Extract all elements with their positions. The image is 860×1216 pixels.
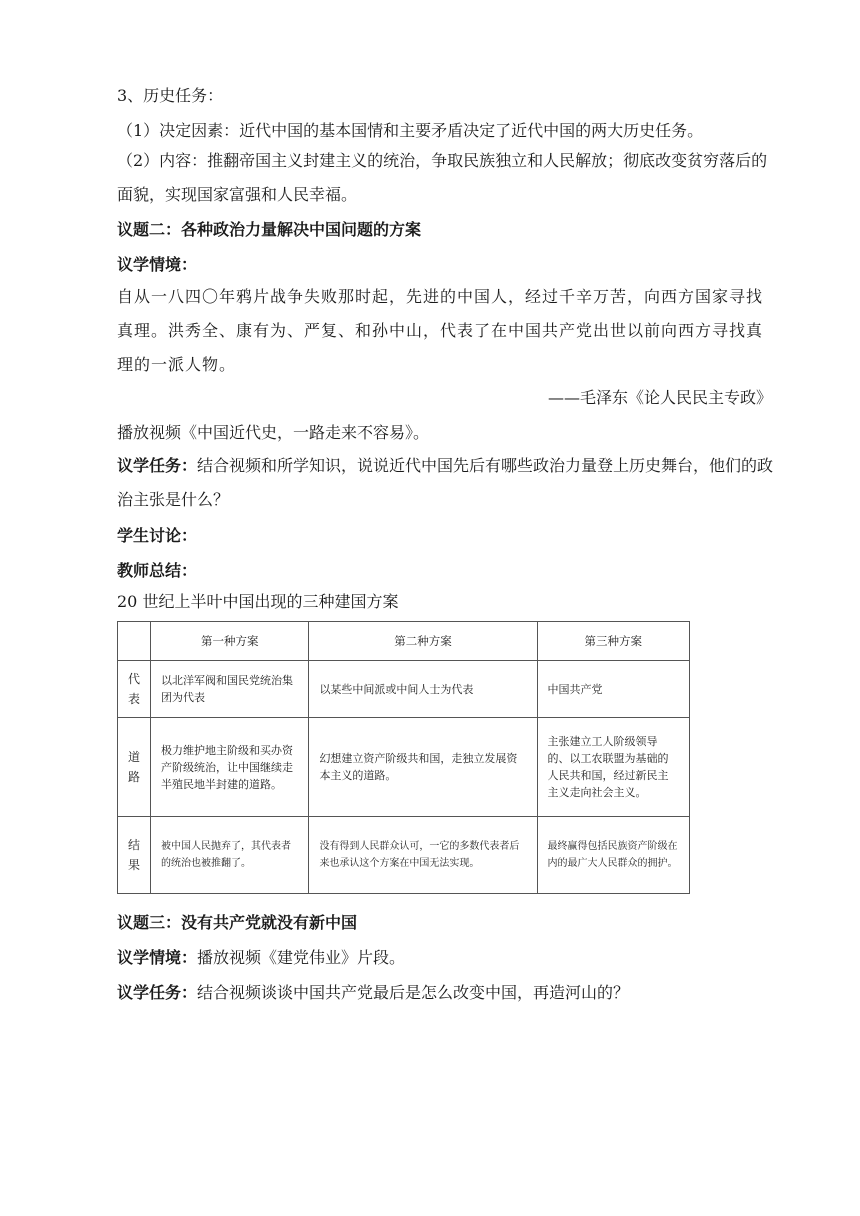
table-cell: 以北洋军阀和国民党统治集团为代表 xyxy=(151,661,309,718)
plans-table xyxy=(117,621,690,894)
topic3-task-text: 结合视频谈谈中国共产党最后是怎么改变中国，再造河山的？ xyxy=(197,983,630,1002)
table-row xyxy=(118,661,690,718)
section3-item1: （1）决定因素：近代中国的基本国情和主要矛盾决定了近代中国的两大历史任务。 xyxy=(117,121,704,140)
row-label-text: 道 路 xyxy=(128,750,141,784)
topic2-title: 议题二：各种政治力量解决中国问题的方案 xyxy=(117,220,422,239)
table-header-row xyxy=(118,622,690,661)
topic2-task-label: 议学任务： xyxy=(117,456,198,475)
table-cell: 极力维护地主阶级和买办资产阶级统治，让中国继续走半殖民地半封建的道路。 xyxy=(151,718,309,817)
table-cell: 最终赢得包括民族资产阶级在内的最广大人民群众的拥护。 xyxy=(537,817,689,894)
table-cell: 幻想建立资产阶级共和国，走独立发展资本主义的道路。 xyxy=(309,718,537,817)
video-line: 播放视频《中国近代史，一路走来不容易》。 xyxy=(117,423,430,442)
table-cell: 主张建立工人阶级领导的、以工农联盟为基础的人民共和国，经过新民主主义走向社会主义。 xyxy=(537,718,689,817)
topic3-title: 议题三：没有共产党就没有新中国 xyxy=(117,913,358,932)
topic2-situation-label: 议学情境： xyxy=(117,255,198,274)
header-plan-1: 第一种方案 xyxy=(151,622,309,661)
summary-label: 教师总结： xyxy=(117,561,198,580)
topic3-task-label: 议学任务： xyxy=(117,983,198,1002)
topic3-situation-label: 议学情境： xyxy=(117,948,198,967)
topic3-task xyxy=(117,983,629,1003)
table-cell: 中国共产党 xyxy=(537,661,689,718)
table-cell: 没有得到人民群众认可，一它的多数代表者后来也承认这个方案在中国无法实现。 xyxy=(309,817,537,894)
row-label-text: 代 表 xyxy=(128,672,141,706)
table-row xyxy=(118,817,690,894)
topic2-quote: 自从一八四〇年鸦片战争失败那时起，先进的中国人，经过千辛万苦，向西方国家寻找真理。洪秀全、康有为、严复、和孙中山，代表了在中国共产党出世以前向西方寻找真理的一派人物。 xyxy=(117,287,764,374)
topic3-situation-text: 播放视频《建党伟业》片段。 xyxy=(197,948,406,967)
discussion-label: 学生讨论： xyxy=(117,526,198,545)
topic3-situation xyxy=(117,948,405,968)
table-cell: 以某些中间派或中间人士为代表 xyxy=(309,661,537,718)
table-caption: 20 世纪上半叶中国出现的三种建国方案 xyxy=(117,592,399,611)
header-corner xyxy=(118,622,151,661)
table-row xyxy=(118,718,690,817)
quote-source: ——毛泽东《论人民民主专政》 xyxy=(547,388,772,407)
row-label-result xyxy=(118,817,151,894)
header-plan-3: 第三种方案 xyxy=(537,622,689,661)
header-plan-2: 第二种方案 xyxy=(309,622,537,661)
row-label-text: 结 果 xyxy=(128,838,141,872)
section3-heading: 3、历史任务： xyxy=(117,86,224,105)
table-cell: 被中国人民抛弃了，其代表者的统治也被推翻了。 xyxy=(151,817,309,894)
row-label-representative xyxy=(118,661,151,718)
section3-item2: （2）内容：推翻帝国主义封建主义的统治，争取民族独立和人民解放；彻底改变贫穷落后的面貌，实现国家富强和人民幸福。 xyxy=(117,151,768,204)
row-label-road xyxy=(118,718,151,817)
topic2-task-text: 结合视频和所学知识，说说近代中国先后有哪些政治力量登上历史舞台，他们的政治主张是什么？ xyxy=(117,456,774,509)
topic2-task xyxy=(117,449,777,517)
